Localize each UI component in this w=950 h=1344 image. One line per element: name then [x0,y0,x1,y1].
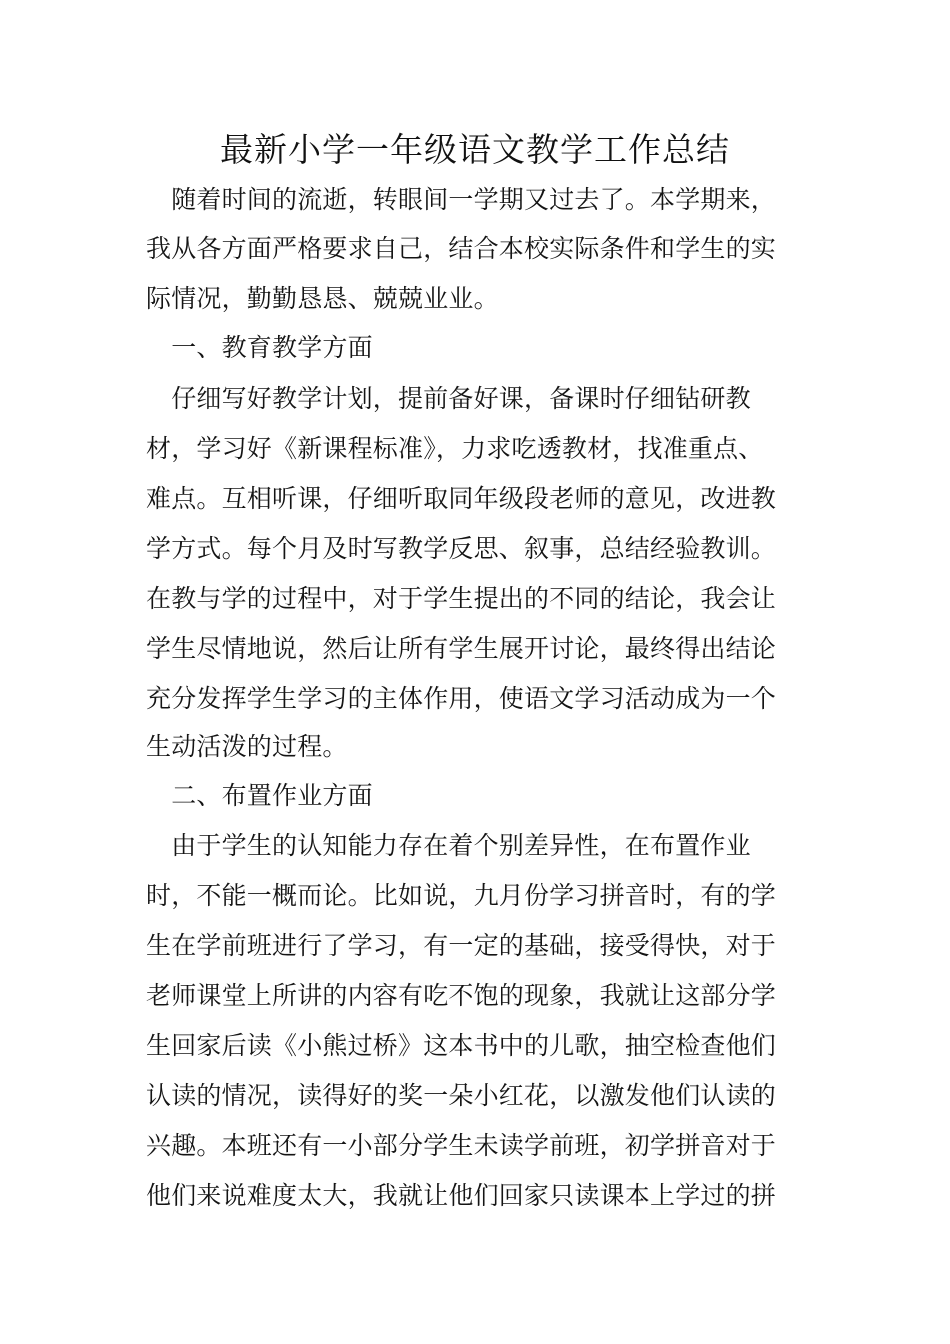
text-line: 际情况，勤勤恳恳、兢兢业业。 [146,284,499,313]
text-line: 难点。互相听课，仔细听取同年级段老师的意见，改进教 [146,484,777,513]
text-line: 学生尽情地说，然后让所有学生展开讨论，最终得出结论 [146,634,777,663]
text-line: 在教与学的过程中，对于学生提出的不同的结论，我会让 [146,584,777,613]
text-line: 由于学生的认知能力存在着个别差异性，在布置作业 [146,831,751,860]
text-line: 学方式。每个月及时写教学反思、叙事，总结经验教训。 [146,534,777,563]
text-line: 生动活泼的过程。 [146,732,348,761]
text-line: 他们来说难度太大，我就让他们回家只读课本上学过的拼 [146,1181,777,1210]
section-heading: 一、教育教学方面 [146,333,373,362]
text-line: 生在学前班进行了学习，有一定的基础，接受得快，对于 [146,931,777,960]
text-line: 时，不能一概而论。比如说，九月份学习拼音时，有的学 [146,881,777,910]
document-title: 最新小学一年级语文教学工作总结 [220,130,730,169]
text-line: 随着时间的流逝，转眼间一学期又过去了。本学期来， [146,185,777,214]
text-line: 生回家后读《小熊过桥》这本书中的儿歌，抽空检查他们 [146,1031,777,1060]
text-line: 仔细写好教学计划，提前备好课，备课时仔细钻研教 [146,384,751,413]
section-heading: 二、布置作业方面 [146,781,373,810]
text-line: 认读的情况，读得好的奖一朵小红花，以激发他们认读的 [146,1081,777,1110]
text-line: 老师课堂上所讲的内容有吃不饱的现象，我就让这部分学 [146,981,777,1010]
text-line: 充分发挥学生学习的主体作用，使语文学习活动成为一个 [146,684,777,713]
text-line: 材，学习好《新课程标准》，力求吃透教材，找准重点、 [146,434,764,463]
text-line: 兴趣。本班还有一小部分学生未读学前班，初学拼音对于 [146,1131,777,1160]
text-line: 我从各方面严格要求自己，结合本校实际条件和学生的实 [146,234,777,263]
